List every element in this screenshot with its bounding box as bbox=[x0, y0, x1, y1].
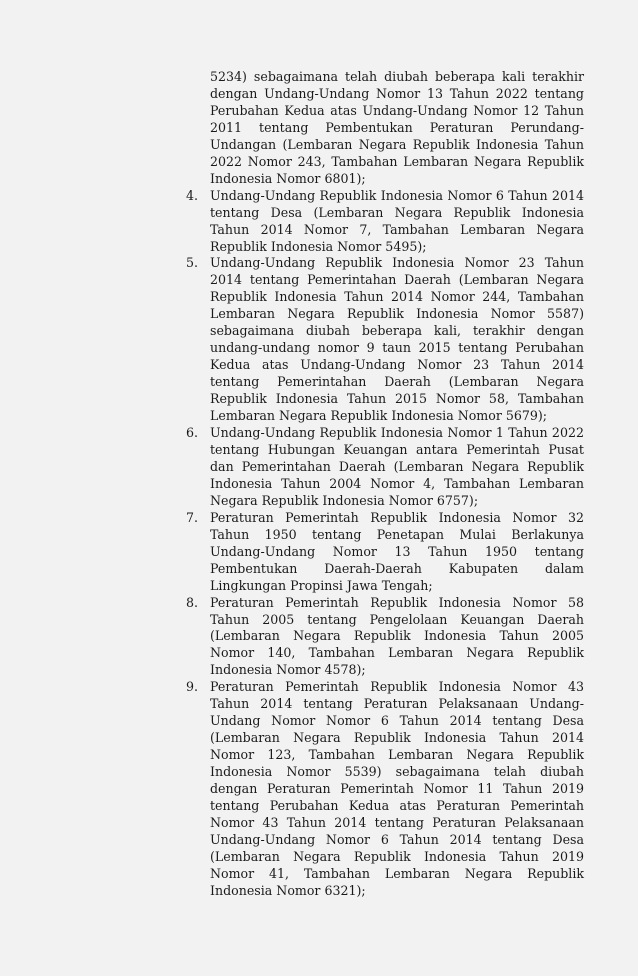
list-item-6 bbox=[168, 425, 584, 510]
item-text: Peraturan Pemerintah Republik Indonesia Nomor 32 Tahun 1950 tentang Penetapan Mulai Berlakunya Undang-Undang Nomor 13 Tahun 1950 tentang Pembentukan Daerah-Daerah Kabupaten dalam Lingkungan Propinsi Jawa Tengah; bbox=[210, 509, 584, 593]
list-item-9 bbox=[168, 679, 584, 899]
list-item-8 bbox=[168, 595, 584, 680]
item-number: 9. bbox=[186, 679, 199, 695]
continued-list-item-3: 5234) sebagaimana telah diubah beberapa kali terakhir dengan Undang-Undang Nomor 13 Tahun 2022 tentang Perubahan Kedua atas Undang-Undang Nomor 12 Tahun 2011 tentang Pembentukan Peraturan Perundang-Undangan (Lembaran Negara Republik Indonesia Tahun 2022 Nomor 243, Tambahan Lembaran Negara Republik Indonesia Nomor 6801); bbox=[210, 69, 584, 186]
item-number: 7. bbox=[186, 509, 199, 525]
list-item-5 bbox=[168, 255, 584, 425]
item-number: 5. bbox=[186, 255, 199, 271]
item-text: Peraturan Pemerintah Republik Indonesia Nomor 43 Tahun 2014 tentang Peraturan Pelaksanaan Undang-Undang Nomor Nomor 6 Tahun 2014 tentang Desa (Lembaran Negara Republik Indonesia Tahun 2014 Nomor 123, Tambahan Lembaran Negara Republik Indonesia Nomor 5539) sebagaimana telah diubah dengan Peraturan Pemerintah Nomor 11 Tahun 2019 tentang Perubahan Kedua atas Peraturan Pemerintah Nomor 43 Tahun 2014 tentang Peraturan Pelaksanaan Undang-Undang Nomor 6 Tahun 2014 tentang Desa (Lembaran Negara Republik Indonesia Tahun 2019 Nomor 41, Tambahan Lembaran Negara Republik Indonesia Nomor 6321); bbox=[210, 679, 584, 898]
item-text: Peraturan Pemerintah Republik Indonesia Nomor 58 Tahun 2005 tentang Pengelolaan Keuangan Daerah (Lembaran Negara Republik Indonesia Tahun 2005 Nomor 140, Tambahan Lembaran Negara Republik Indonesia Nomor 4578); bbox=[210, 594, 584, 678]
list-item-4 bbox=[168, 188, 584, 256]
item-text: Undang-Undang Republik Indonesia Nomor 1 Tahun 2022 tentang Hubungan Keuangan antara Pemerintah Pusat dan Pemerintahan Daerah (Lembaran Negara Republik Indonesia Tahun 2004 Nomor 4, Tambahan Lembaran Negara Republik Indonesia Nomor 6757); bbox=[210, 425, 584, 508]
item-text: Undang-Undang Republik Indonesia Nomor 23 Tahun 2014 tentang Pemerintahan Daerah (Lembaran Negara Republik Indonesia Tahun 2014 Nomor 244, Tambahan Lembaran Negara Republik Indonesia Nomor 5587) sebagaimana diubah beberapa kali, terakhir dengan undang-undang nomor 9 taun 2015 tentang Perubahan Kedua atas Undang-Undang Nomor 23 Tahun 2014 tentang Pemerintahan Daerah (Lembaran Negara Republik Indonesia Tahun 2015 Nomor 58, Tambahan Lembaran Negara Republik Indonesia Nomor 5679); bbox=[210, 255, 584, 424]
legal-reference-list bbox=[168, 69, 584, 900]
item-number: 4. bbox=[186, 187, 199, 203]
item-number: 6. bbox=[186, 425, 199, 441]
list-item-7 bbox=[168, 510, 584, 595]
item-number: 8. bbox=[186, 594, 199, 610]
item-text: Undang-Undang Republik Indonesia Nomor 6 Tahun 2014 tentang Desa (Lembaran Negara Republik Indonesia Tahun 2014 Nomor 7, Tambahan Lembaran Negara Republik Indonesia Nomor 5495); bbox=[210, 187, 584, 254]
